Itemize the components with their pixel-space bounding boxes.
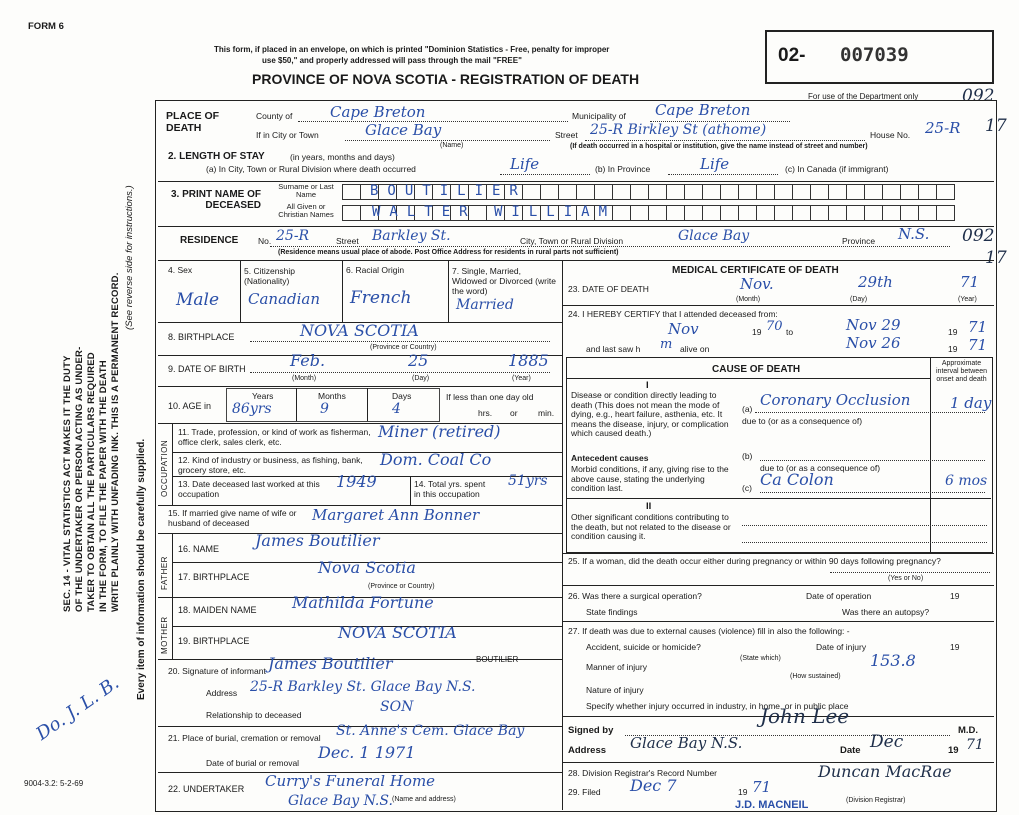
city-value: Glace Bay — [365, 121, 442, 139]
part-two: II — [646, 501, 652, 512]
physician-date-label: Date — [840, 745, 861, 756]
informant-label: 20. Signature of informant — [168, 666, 266, 676]
reg-prefix: 02- — [778, 45, 806, 66]
other-conditions-label: Other significant conditions contributing to the death, but not related to the disease or condition causing it. — [571, 512, 731, 542]
letter-cell — [828, 205, 846, 221]
dod-year-note: (Year) — [958, 296, 977, 303]
mother-birthplace-value: NOVA SCOTIA — [338, 623, 457, 642]
cause-a-label: (a) — [742, 404, 753, 414]
dob-day-note: (Day) — [412, 375, 430, 382]
letter-cell — [342, 184, 360, 200]
letter-cell — [738, 205, 756, 221]
mother-name-value: Mathilda Fortune — [292, 593, 434, 612]
accident-label: Accident, suicide or homicide? — [586, 642, 701, 652]
informant-signature: James Boutilier — [268, 654, 393, 673]
undertaker-value: Curry's Funeral Home — [265, 772, 436, 790]
letter-cell — [738, 184, 756, 200]
residence-province-label: Province — [842, 236, 876, 246]
form-code: 9004-3.2: 5-2-69 — [24, 779, 84, 788]
due-to-b: due to (or as a consequence of) — [760, 463, 881, 473]
letter-cell — [648, 205, 666, 221]
last-19: 19 — [948, 344, 958, 354]
form-number: FORM 6 — [28, 21, 64, 32]
informant-printed: BOUTILIER — [476, 655, 519, 664]
notice-line-1: This form, if placed in an envelope, on which is printed "Dominion Statistics - Free, penalty for improper — [214, 45, 610, 54]
filed-label: 29. Filed — [568, 787, 601, 797]
birthplace-note: (Province or Country) — [370, 344, 437, 351]
letter-cell — [846, 205, 864, 221]
letter-cell — [720, 205, 738, 221]
length-of-stay-label: 2. LENGTH OF STAY — [168, 151, 265, 162]
letter-cell — [936, 184, 955, 200]
autopsy-label: Was there an autopsy? — [842, 607, 930, 617]
dept-code-4: 17 — [985, 248, 1007, 268]
mother-side-label: MOTHER — [160, 616, 169, 654]
letter-cell — [684, 205, 702, 221]
notice-line-2: use $50," and properly addressed will pass through the mail "FREE" — [262, 56, 522, 65]
signed-by-label: Signed by — [568, 725, 614, 736]
stay-city-value: Life — [510, 155, 540, 173]
age-days-label: Days — [392, 391, 412, 401]
statute-line-4: IN THE FORM, TO FILE THE PAPER WITH THE DEATH — [98, 360, 109, 612]
given-names-label: All Given or Christian Names — [278, 202, 334, 219]
physician-date-year: 71 — [966, 737, 984, 753]
hrs-label: hrs. — [478, 408, 493, 418]
sex-label: 4. Sex — [168, 265, 193, 275]
sex-value: Male — [176, 290, 220, 310]
letter-cell — [540, 184, 558, 200]
letter-cell — [666, 184, 684, 200]
occupation-side-label: OCCUPATION — [160, 439, 169, 497]
last-worked-label: 13. Date deceased last worked at this occupation — [178, 479, 320, 499]
given-names-value: WALTER WILLIAM — [372, 204, 617, 220]
letter-cell — [810, 184, 828, 200]
letter-cell — [630, 184, 648, 200]
dob-label: 9. DATE OF BIRTH — [168, 364, 246, 374]
dod-year: 71 — [960, 273, 980, 291]
statute-line-2: OF THE UNDERTAKER OR PERSON ACTING AS UNDER- — [74, 346, 85, 612]
due-to-a: due to (or as a consequence of) — [742, 416, 863, 426]
age-months-label: Months — [318, 391, 346, 401]
letter-cell — [576, 184, 594, 200]
total-yrs-label: 14. Total yrs. spent in this occupation — [414, 479, 486, 499]
op-date-label: Date of operation — [806, 591, 872, 601]
mother-name-label: 18. MAIDEN NAME — [178, 605, 257, 615]
residence-city-value: Glace Bay — [678, 228, 750, 244]
dob-month: Feb. — [290, 351, 326, 370]
letter-cell — [792, 184, 810, 200]
letter-cell — [594, 184, 612, 200]
length-units: (in years, months and days) — [290, 152, 395, 162]
citizenship-label: 5. Citizenship (Nationality) — [244, 266, 296, 287]
filed-date: Dec 7 — [630, 776, 677, 795]
stay-city-label: (a) In City, Town or Rural Division where death occurred — [206, 164, 416, 174]
racial-value: French — [350, 288, 412, 308]
physician-address-label: Address — [568, 745, 607, 756]
hospital-note: (If death occurred in a hospital or institution, give the name instead of street and number) — [570, 143, 868, 150]
registrar-signature: Duncan MacRae — [818, 762, 952, 781]
letter-cell — [810, 205, 828, 221]
surgery-label: 26. Was there a surgical operation? — [568, 591, 702, 601]
physician-address: Glace Bay N.S. — [630, 734, 743, 752]
spouse-value: Margaret Ann Bonner — [312, 506, 480, 524]
cause-a-interval: 1 day — [950, 394, 992, 412]
letter-cell — [342, 205, 360, 221]
dob-year: 1885 — [508, 351, 549, 370]
house-value: 25-R — [925, 119, 961, 137]
dept-use-label: For use of the Department only — [808, 92, 919, 101]
father-birthplace-value: Nova Scotia — [318, 558, 416, 577]
last-saw-h: m — [660, 337, 673, 352]
less-than-day: If less than one day old — [446, 392, 534, 402]
letter-cell — [558, 184, 576, 200]
city-name-note: (Name) — [440, 142, 464, 149]
dod-label: 23. DATE OF DEATH — [568, 284, 649, 294]
residence-province-value: N.S. — [898, 225, 930, 243]
citizenship-value: Canadian — [248, 290, 321, 308]
stay-province-label: (b) In Province — [595, 164, 651, 174]
trade-value: Miner (retired) — [378, 422, 501, 441]
md-label: M.D. — [958, 725, 979, 736]
medical-heading: MEDICAL CERTIFICATE OF DEATH — [672, 265, 839, 276]
letter-cell — [882, 205, 900, 221]
letter-cell — [792, 205, 810, 221]
filed-19: 19 — [738, 787, 748, 797]
nature-label: Nature of injury — [586, 685, 644, 695]
letter-cell — [684, 184, 702, 200]
last-saw-date: Nov 26 — [846, 334, 901, 352]
letter-cell — [864, 184, 882, 200]
age-years: 86yrs — [232, 401, 272, 417]
birthplace-label: 8. BIRTHPLACE — [168, 332, 235, 342]
last-saw-label: and last saw h — [586, 344, 641, 354]
certify-label: 24. I HEREBY CERTIFY that I attended deceased from: — [568, 309, 778, 319]
age-years-label: Years — [252, 391, 274, 401]
to-label: to — [786, 327, 794, 337]
interval-label: Approximate interval between onset and death — [936, 360, 987, 384]
letter-cell — [828, 184, 846, 200]
reverse-side-note: (See reverse side for instructions.) — [124, 185, 135, 330]
dept-code-2: 17 — [985, 116, 1007, 136]
morbid-label: Morbid conditions, if any, giving rise to the above cause, stating the underlying condition last. — [571, 464, 729, 494]
father-bp-note: (Province or Country) — [368, 583, 435, 590]
attended-to: Nov 29 — [846, 316, 901, 334]
dept-code-3: 092 — [962, 226, 995, 246]
letter-cell — [864, 205, 882, 221]
print-name-label: 3. PRINT NAME OF DECEASED — [170, 189, 261, 211]
burial-date-value: Dec. 1 1971 — [318, 743, 416, 762]
state-findings-label: State findings — [586, 607, 638, 617]
burial-place-value: St. Anne's Cem. Glace Bay — [336, 723, 525, 739]
letter-cell — [702, 184, 720, 200]
statute-line-5: WRITE PLAINLY WITH UNFADING INK. THIS IS A PERMANENT RECORD. — [110, 272, 121, 612]
dod-day: 29th — [858, 273, 893, 291]
street-label: Street — [555, 130, 578, 140]
every-item-note: Every item of information should be carefully supplied. — [136, 438, 147, 700]
how-sustained-note: (How sustained) — [790, 673, 841, 680]
or-label: or — [510, 408, 518, 418]
informant-address: 25-R Barkley St. Glace Bay N.S. — [250, 679, 476, 695]
cause-a-value: Coronary Occlusion — [760, 391, 911, 409]
statute-line-1: SEC. 14 - VITAL STATISTICS ACT MAKES IT THE DUTY — [62, 355, 73, 612]
letter-cell — [720, 184, 738, 200]
dob-month-note: (Month) — [292, 375, 317, 382]
letter-cell — [612, 184, 630, 200]
record-number-label: 28. Division Registrar's Record Number — [568, 768, 718, 778]
statute-line-3: TAKER TO OBTAIN ALL THE PARTICULARS REQUIRED — [86, 352, 97, 612]
specify-label: Specify whether injury occurred in industry, in home, or in public place — [586, 701, 849, 711]
to-19: 19 — [948, 327, 958, 337]
to-year: 71 — [968, 318, 988, 336]
cause-heading: CAUSE OF DEATH — [712, 364, 801, 375]
letter-cell — [900, 205, 918, 221]
letter-cell — [702, 205, 720, 221]
house-label: House No. — [870, 130, 911, 140]
cause-c-interval: 6 mos — [945, 473, 988, 489]
part-one: I — [646, 380, 649, 391]
surname-value: BOUTILIER — [370, 183, 527, 199]
birthplace-value: NOVA SCOTIA — [300, 321, 419, 340]
father-name-label: 16. NAME — [178, 544, 220, 554]
age-label: 10. AGE in — [168, 401, 212, 411]
injury-19: 19 — [950, 642, 960, 652]
manner-label: Manner of injury — [586, 662, 647, 672]
residence-city-label: City, Town or Rural Division — [520, 236, 624, 246]
residence-no-value: 25-R — [276, 228, 310, 244]
municipality-value: Cape Breton — [655, 101, 751, 119]
letter-cell — [918, 205, 936, 221]
undertaker-address: Glace Bay N.S. — [288, 793, 393, 809]
marital-value: Married — [456, 297, 514, 313]
direct-cause-label: Disease or condition directly leading to death (This does not mean the mode of dying, e.g., heart failure, asthenia, etc. It means the disease, injury, or complication which caused death.) — [571, 390, 729, 439]
residence-street-value: Barkley St. — [372, 228, 451, 244]
letter-cell — [900, 184, 918, 200]
marital-label: 7. Single, Married, Widowed or Divorced (write the word) — [452, 266, 556, 297]
manner-value: 153.8 — [870, 651, 916, 670]
dept-code-1: 092 — [962, 86, 995, 106]
residence-note: (Residence means usual place of abode. Post Office Address for residents in rural parts not sufficient) — [278, 249, 619, 256]
letter-cell — [648, 184, 666, 200]
letter-cell — [756, 184, 774, 200]
father-birthplace-label: 17. BIRTHPLACE — [178, 572, 250, 582]
min-label: min. — [538, 408, 555, 418]
age-days: 4 — [392, 401, 401, 417]
physician-date: Dec — [870, 732, 904, 752]
letter-cell — [756, 205, 774, 221]
dob-year-note: (Year) — [512, 375, 531, 382]
stay-province-value: Life — [700, 155, 730, 173]
relationship-label: Relationship to deceased — [206, 710, 302, 720]
registrar-note: (Division Registrar) — [846, 797, 906, 804]
surname-label: Surname or Last Name — [278, 182, 334, 199]
last-worked-value: 1949 — [336, 472, 377, 491]
spouse-label: 15. If married give name of wife or husband of deceased — [168, 508, 297, 528]
dob-day: 25 — [408, 351, 429, 370]
letter-cell — [846, 184, 864, 200]
relationship-value: SON — [380, 699, 414, 715]
county-label: County of — [256, 111, 293, 121]
residence-label: RESIDENCE — [180, 235, 239, 246]
place-of-death-label: PLACE OF DEATH — [166, 110, 220, 135]
city-label: If in City or Town — [256, 130, 319, 140]
antecedent-label: Antecedent causes — [571, 453, 649, 463]
undertaker-label: 22. UNDERTAKER — [168, 784, 245, 794]
cause-c-value: Ca Colon — [760, 470, 834, 489]
father-name-value: James Boutilier — [255, 531, 380, 550]
informant-address-label: Address — [206, 688, 238, 698]
letter-cell — [882, 184, 900, 200]
burial-date-label: Date of burial or removal — [206, 758, 300, 768]
cause-b-label: (b) — [742, 451, 753, 461]
woman-label: 25. If a woman, did the death occur either during pregnancy or within 90 days following pregnancy? — [568, 556, 941, 566]
registrar-stamp: J.D. MACNEIL — [735, 799, 809, 811]
age-months: 9 — [320, 401, 329, 417]
letter-cell — [918, 184, 936, 200]
external-label: 27. If death was due to external causes (violence) fill in also the following: - — [568, 626, 850, 636]
dod-month-note: (Month) — [736, 296, 761, 303]
residence-street-label: Street — [336, 236, 359, 246]
physician-signature: John Lee — [760, 704, 850, 728]
attended-from: Nov — [668, 320, 699, 338]
burial-place-label: 21. Place of burial, cremation or removal — [168, 733, 321, 743]
undertaker-note: (Name and address) — [392, 796, 456, 803]
letter-cell — [666, 205, 684, 221]
cause-c-label: (c) — [742, 483, 752, 493]
industry-value: Dom. Coal Co — [380, 450, 492, 469]
physician-date-19: 19 — [948, 745, 959, 756]
county-value: Cape Breton — [330, 103, 426, 121]
filed-year: 71 — [752, 778, 772, 796]
letter-cell — [936, 205, 955, 221]
letter-cell — [774, 205, 792, 221]
municipality-label: Municipality of — [572, 111, 626, 121]
state-which-note: (State which) — [740, 655, 781, 662]
letter-cell — [630, 205, 648, 221]
dod-day-note: (Day) — [850, 296, 868, 303]
industry-label: 12. Kind of industry or business, as fishing, bank, grocery store, etc. — [178, 455, 363, 475]
total-yrs-value: 51yrs — [508, 473, 548, 489]
racial-label: 6. Racial Origin — [346, 265, 405, 275]
reg-number: 007039 — [840, 44, 909, 66]
letter-cell — [774, 184, 792, 200]
op-19: 19 — [950, 591, 960, 601]
father-side-label: FATHER — [160, 556, 169, 590]
last-saw-year: 71 — [968, 336, 988, 354]
residence-no-label: No. — [258, 236, 272, 246]
mother-birthplace-label: 19. BIRTHPLACE — [178, 636, 250, 646]
margin-initials: Do. J. L. B. — [32, 672, 124, 745]
injury-date-label: Date of injury — [816, 642, 867, 652]
page-title: PROVINCE OF NOVA SCOTIA - REGISTRATION OF DEATH — [252, 71, 640, 87]
dod-month: Nov. — [740, 275, 774, 293]
trade-label: 11. Trade, profession, or kind of work as fisherman, office clerk, sales clerk, etc. — [178, 427, 371, 447]
alive-on-label: alive on — [680, 344, 710, 354]
stay-canada-label: (c) In Canada (if immigrant) — [785, 164, 889, 174]
from-19: 19 — [752, 327, 762, 337]
yes-no-note: (Yes or No) — [888, 575, 924, 582]
from-year: 70 — [766, 319, 783, 334]
street-value: 25-R Birkley St (athome) — [590, 122, 767, 138]
